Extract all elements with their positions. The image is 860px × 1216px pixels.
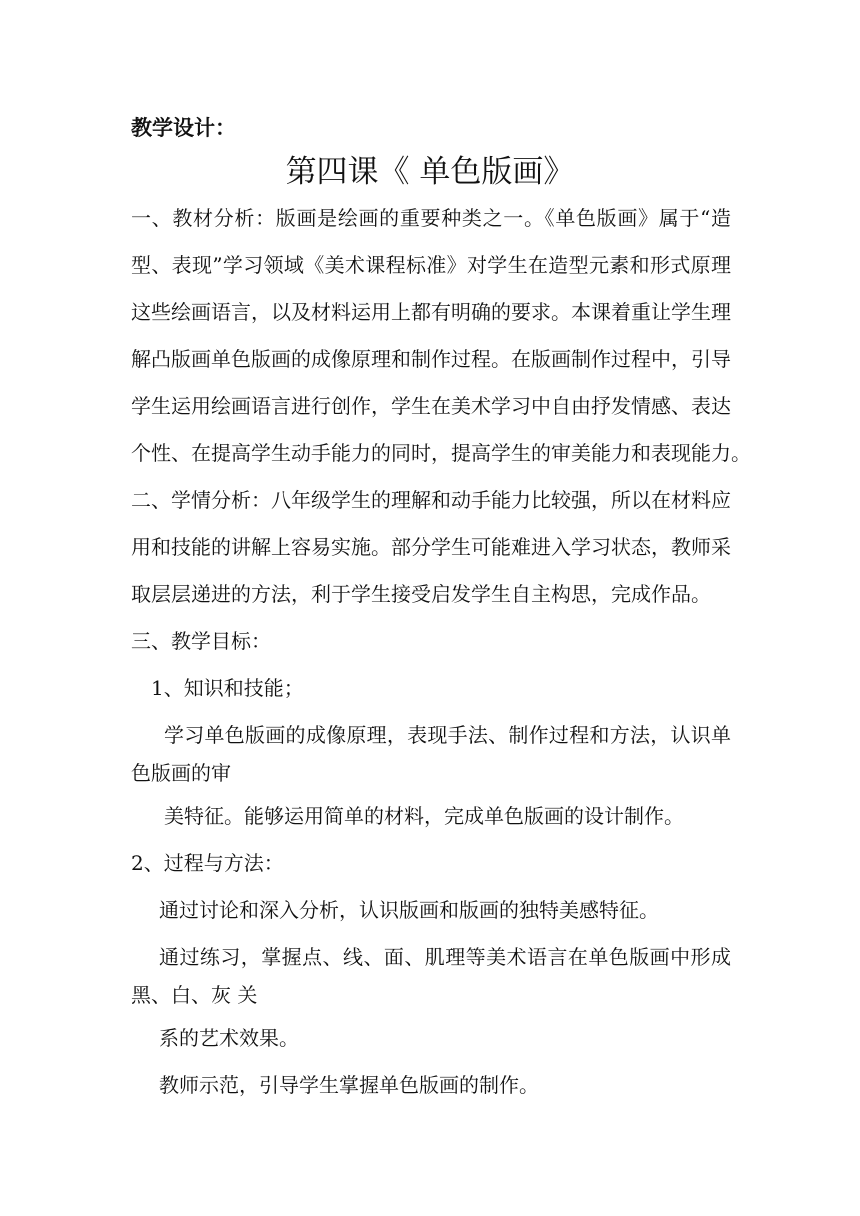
document-heading: 教学设计： [131, 116, 236, 140]
paragraph-line: 用和技能的讲解上容易实施。部分学生可能难进入学习状态，教师采 [131, 535, 731, 559]
paragraph-line: 美特征。能够运用简单的材料，完成单色版画的设计制作。 [164, 804, 684, 828]
subsection-heading: 2、过程与方法： [131, 851, 284, 875]
paragraph-line: 色版画的审 [131, 761, 231, 785]
section-heading: 三、教学目标： [131, 629, 271, 653]
paragraph-line: 系的艺术效果。 [159, 1026, 299, 1050]
paragraph-line: 通过练习，掌握点、线、面、肌理等美术语言在单色版画中形成 [159, 945, 731, 969]
paragraph-line: 通过讨论和深入分析，认识版画和版画的独特美感特征。 [159, 898, 659, 922]
subsection-heading: 1、知识和技能； [151, 676, 304, 700]
paragraph-line: 个性、在提高学生动手能力的同时，提高学生的审美能力和表现能力。 [131, 441, 751, 465]
paragraph-line: 型、表现”学习领域《美术课程标准》对学生在造型元素和形式原理 [131, 253, 731, 277]
paragraph-line: 解凸版画单色版画的成像原理和制作过程。在版画制作过程中，引导 [131, 347, 731, 371]
paragraph-line: 一、教材分析：版画是绘画的重要种类之一。《单色版画》属于“造 [131, 206, 731, 230]
paragraph-line: 这些绘画语言，以及材料运用上都有明确的要求。本课着重让学生理 [131, 300, 731, 324]
paragraph-line: 教师示范，引导学生掌握单色版画的制作。 [159, 1073, 539, 1097]
paragraph-line: 学生运用绘画语言进行创作，学生在美术学习中自由抒发情感、表达 [131, 394, 731, 418]
paragraph-line: 取层层递进的方法，利于学生接受启发学生自主构思，完成作品。 [131, 582, 711, 606]
document-title: 第四课《 单色版画》 [285, 154, 575, 190]
paragraph-line: 二、学情分析：八年级学生的理解和动手能力比较强，所以在材料应 [131, 488, 731, 512]
paragraph-line: 学习单色版画的成像原理，表现手法、制作过程和方法，认识单 [164, 723, 731, 747]
paragraph-line: 黑、白、灰 关 [131, 983, 258, 1007]
